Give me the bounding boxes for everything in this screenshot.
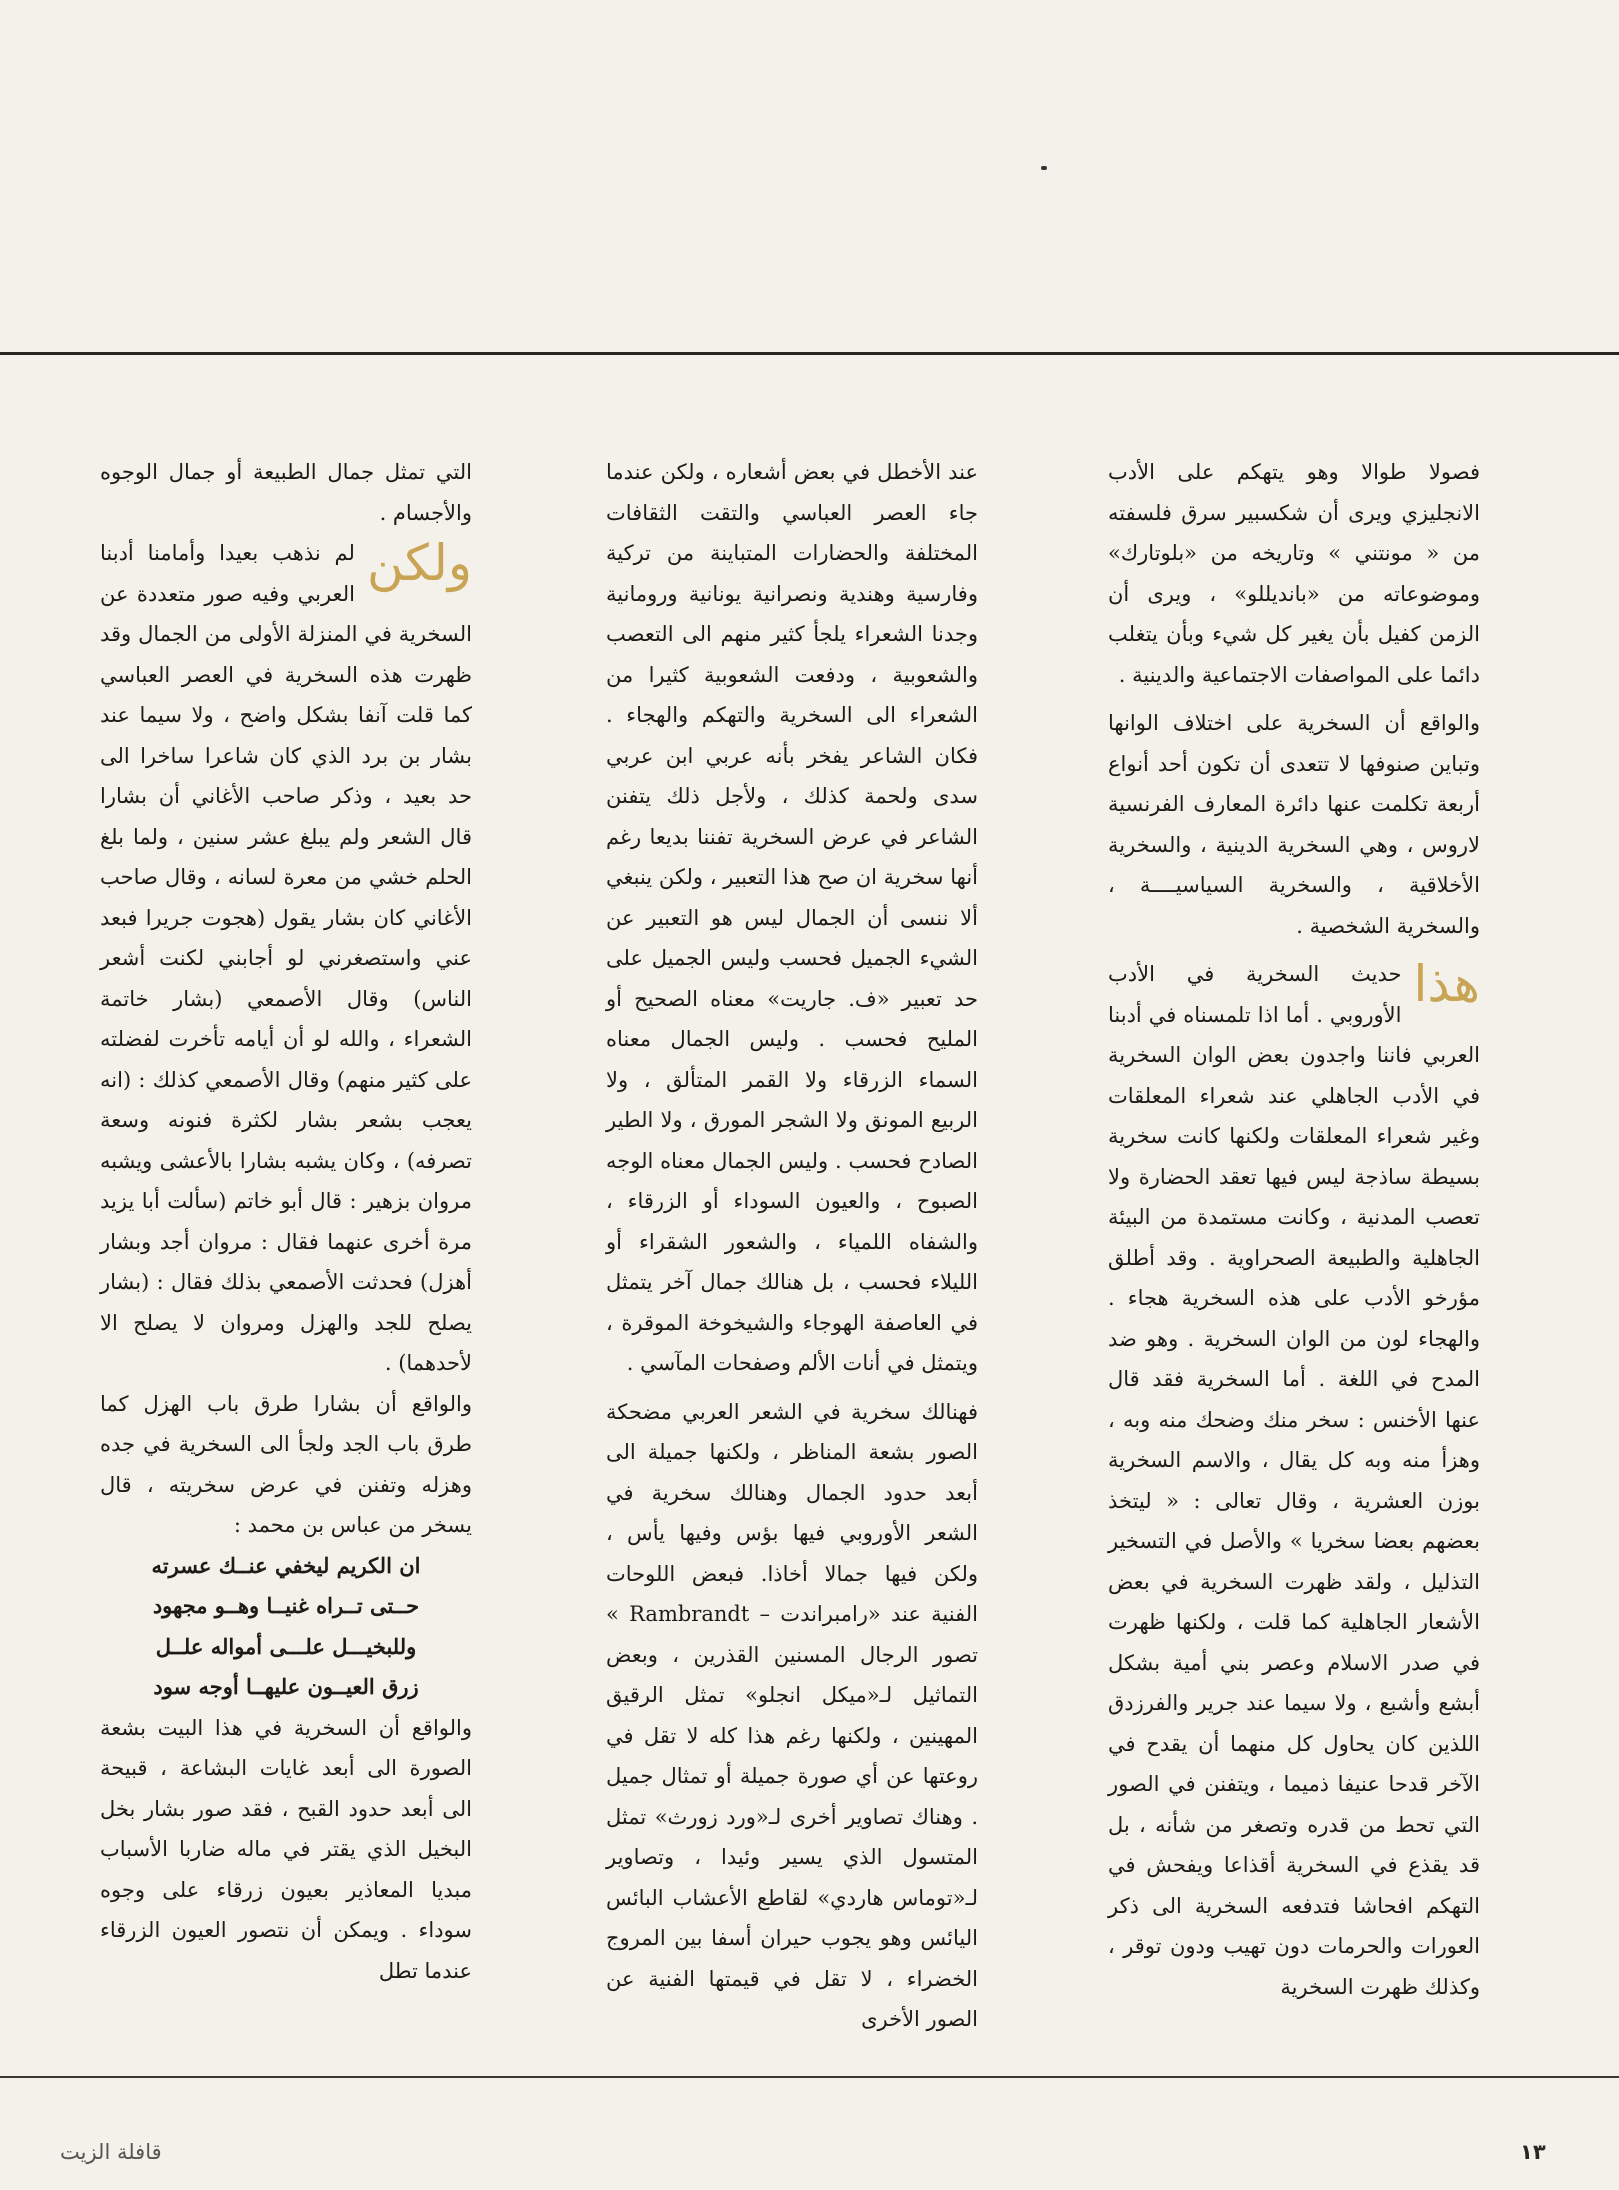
paragraph: والواقع أن السخرية على اختلاف الوانها وتباين صنوفها لا تتعدى أن تكون أحد أنواع أربعة تكلمت عنها دائرة المعارف الفرنسية لاروس ، وهي السخرية الدينية ، والسخرية الأخلاقية ، والسخرية السياسيــــة ، والسخرية الشخصية . [1108, 711, 1480, 938]
column-left [100, 452, 472, 1992]
paragraph: عند الأخطل في بعض أشعاره ، ولكن عندما جاء العصر العباسي والتقت الثقافات المختلفة والحضارات المتباينة من تركية وفارسية وهندية ونصرانية يونانية ورومانية وجدنا الشعراء يلجأ كثير منهم الى التعصب والشعوبية ، ودفعت الشعوبية كثيرا من الشعراء الى السخرية والتهكم والهجاء . فكان الشاعر يفخر بأنه عربي ابن عربي سدى ولحمة كذلك ، ولأجل ذلك يتفنن الشاعر في عرض السخرية تفننا بديعا رغم أنها سخرية ان صح هذا التعبير ، ولكن ينبغي ألا ننسى أن الجمال ليس هو التعبير عن الشيء الجميل فحسب وليس الجميل على حد تعبير «ف. جاريت» معناه الصحيح أو المليح فحسب . وليس الجمال معناه السماء الزرقاء ولا القمر المتألق ، ولا الربيع المونق ولا الشجر المورق ، ولا الطير الصادح فحسب . وليس الجمال معناه الوجه الصبوح ، والعيون السوداء أو الزرقاء ، والشفاه اللمياء ، والشعور الشقراء أو الليلاء فحسب ، بل هنالك جمال آخر يتمثل في العاصفة الهوجاء والشيخوخة الموقرة ، ويتمثل في أنات الألم وصفحات المآسي . [606, 460, 978, 1375]
verse-line: زرق العيــون عليهــا أوجه سود [153, 1674, 419, 1699]
section-opening [1108, 954, 1480, 2007]
paragraph-with-latin [606, 1392, 978, 2040]
page-number: ١٣ [1520, 2140, 1546, 2164]
column-middle [606, 452, 978, 2031]
ink-dot [1041, 166, 1047, 170]
latin-name: Rambrandt [629, 1602, 750, 1626]
top-rule [0, 352, 1619, 355]
ornamental-initial: هذا [1413, 955, 1480, 1013]
paragraph-part: » تصور الرجال المسنين القذرين ، وبعض التماثيل لـ«ميكل انجلو» تمثل الرقيق المهينين ، ولكنها رغم هذا كله لا تقل في روعتها عن أي صورة جميلة أو تمثال جميل . وهناك تصاوير أخرى لـ«ورد زورث» تمثل المتسول الذي يسير وئيدا ، وتصاوير لـ«توماس هاردي» لقاطع الأعشاب البائس اليائس وهو يجوب حيران أسفا بين المروج الخضراء ، لا تقل في قيمتها الفنية عن الصور الأخرى [606, 1602, 978, 2031]
paragraph: أما اذا تلمسناه في أدبنا العربي فاننا واجدون بعض الوان السخرية في الأدب الجاهلي عند شعراء المعلقات وغير شعراء المعلقات ولكنها كانت سخرية بسيطة ساذجة ليس فيها تعقد الحضارة ولا تعصب المدنية ، وكانت مستمدة من البيئة الجاهلية والطبيعة الصحراوية . وقد أطلق مؤرخو الأدب على هذه السخرية هجاء . والهجاء لون من الوان السخرية . وهو ضد المدح في اللغة . أما السخرية فقد قال عنها الأخنس : سخر منك وضحك منه وبه ، وهزأ منه وبه كل يقال ، والاسم السخرية بوزن العشرية ، وقال تعالى : « ليتخذ بعضهم بعضا سخريا » والأصل في التسخير التذليل ، ولقد ظهرت السخرية في بعض الأشعار الجاهلية كما قلت ، ولكنها ظهرت في صدر الاسلام وعصر بني أمية بشكل أبشع وأشبع ، ولا سيما عند جرير والفرزدق اللذين كان يحاول كل منهما أن يقدح في الآخر قدحا عنيفا ذميما ، ويتفنن في الصور التي تحط من قدره وتصغر من شأنه ، بل قد يقذع في السخرية أقذاعا ويفحش في التهكم افحاشا فتدفعه السخرية الى ذكر العورات والحرمات دون تهيب ودون توقر ، وكذلك ظهرت السخرية [1108, 1002, 1480, 1999]
paragraph: التي تمثل جمال الطبيعة أو جمال الوجوه والأجسام . [100, 460, 472, 525]
bottom-rule [0, 2076, 1619, 2078]
ornamental-initial: ولكن [366, 534, 472, 592]
verse-line: وللبخيـــل علـــى أمواله علــل [155, 1633, 417, 1659]
verse-line: ان الكريم ليخفي عنــك عسرته [151, 1552, 421, 1578]
paragraph-part: فهنالك سخرية في الشعر العربي مضحكة الصور بشعة المناظر ، ولكنها جميلة الى أبعد حدود الجمال وهنالك سخرية في الشعر الأوروبي فيها بؤس وفيها يأس ، ولكن فيها جمالا أخاذا. فبعض اللوحات الفنية عند «رامبراندت – [606, 1399, 978, 1626]
magazine-name: قافلة الزيت [60, 2140, 162, 2164]
section-opening [100, 533, 472, 1384]
paragraph: والواقع أن السخرية في هذا البيت بشعة الصورة الى أبعد غايات البشاعة ، قبيحة الى أبعد حدود القبح ، فقد صور بشار بخل البخيل الذي يقتر في ماله ضاربا الأسباب مبديا المعاذير بعيون زرقاء على وجوه سوداء . ويمكن أن نتصور العيون الزرقاء عندما تطل [100, 1715, 472, 1983]
section-heading: حديث السخرية في الأدب الأوروبي . [1108, 962, 1402, 1027]
column-right [1108, 452, 1480, 1999]
paragraph: فصولا طوالا وهو يتهكم على الأدب الانجليزي ويرى أن شكسبير سرق فلسفته من « مونتني » وتاريخه من «بلوتارك» وموضوعاته من «باندیللو» ، ويرى أن الزمن كفيل بأن يغير كل شيء وبأن يتغلب دائما على المواصفات الاجتماعية والدينية . [1108, 460, 1480, 687]
paragraph: والواقع أن بشارا طرق باب الهزل كما طرق باب الجد ولجأ الى السخرية في جده وهزله وتفنن في عرض سخريته ، قال يسخر من عباس بن محمد : [100, 1391, 472, 1537]
verse-line: حــتى تــراه غنيــا وهــو مجهود [152, 1593, 420, 1618]
paragraph: لم نذهب بعيدا وأمامنا أدبنا العربي وفيه صور متعددة عن السخرية في المنزلة الأولى من الجمال وقد ظهرت هذه السخرية في العصر العباسي كما قلت آنفا بشكل واضح ، ولا سيما عند بشار بن برد الذي كان شاعرا ساخرا الى حد بعيد ، وذكر صاحب الأغاني أن بشارا قال الشعر ولم يبلغ عشر سنين ، ولما بلغ الحلم خشي من معرة لسانه ، وقال صاحب الأغاني كان بشار يقول (هجوت جريرا فبعد عني واستصغرني لو أجابني لكنت أشعر الناس) وقال الأصمعي (بشار خاتمة الشعراء ، والله لو أن أيامه تأخرت لفضلته على كثير منهم) وقال الأصمعي كذلك : (انه يعجب بشعر بشار لكثرة فنونه وسعة تصرفه) ، وكان يشبه بشارا بالأعشى ويشبه مروان بزهير : قال أبو خاتم (سألت أبا يزيد مرة أخرى عنهما فقال : مروان أجد وبشار أهزل) فحدثت الأصمعي بذلك فقال : (بشار يصلح للجد والهزل ومروان لا يصلح الا لأحدهما) . [100, 541, 472, 1375]
